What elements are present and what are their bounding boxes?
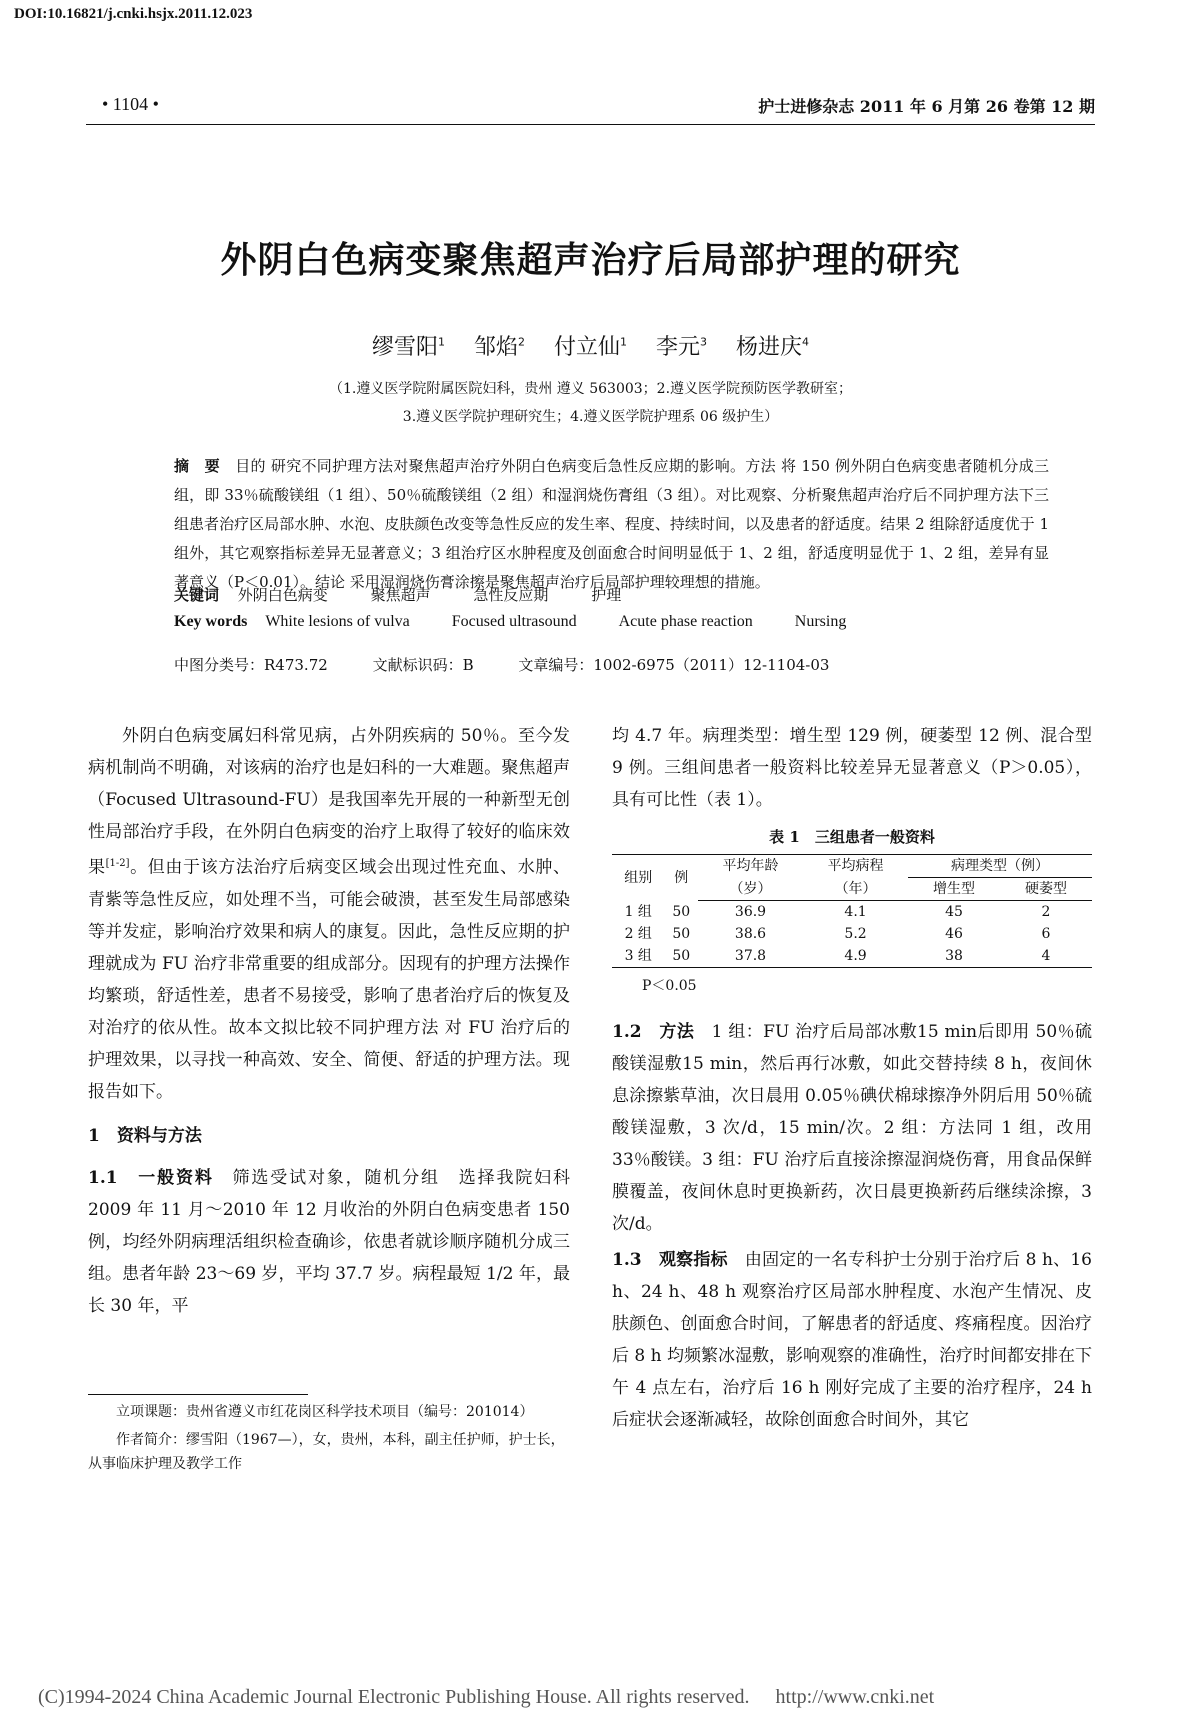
table-caption: 表 1 三组患者一般资料	[769, 828, 935, 846]
section-1-1: 1.1 一般资料 筛选受试对象，随机分组 选择我院妇科 2009 年 11 月～2010 年 12 月收治的外阴白色病变患者 150 例，均经外阴病理活组织检查确诊，依患者就诊顺序随机分成三组。患者年龄 23～69 岁，平均 37.7 岁。病程最短 1/2 年，最长 30 年，平	[88, 1167, 571, 1316]
keyword: 急性反应期	[473, 586, 549, 604]
cnki-link[interactable]: http://www.cnki.net	[775, 1686, 935, 1708]
section-1-2: 1.2 方法 1 组：FU 治疗后局部冰敷15 min后即用 50％硫酸镁湿敷15 min，然后再行冰敷，如此交替持续 8 h，夜间休息涂擦紫草油，次日晨用 0.05％碘伏棉球擦净外阴后用 50％硫酸镁湿敷，3 次/d，15 min/次。2 组：方法同 1 组，改用 33％酸镁。3 组：FU 治疗后直接涂擦湿润烧伤膏，用食品保鲜膜覆盖，夜间休息时更换新药，次日晨更换新药后继续涂擦，3 次/d。	[612, 1022, 1092, 1234]
abstract	[174, 452, 1049, 597]
paragraph: 均 4.7 年。病理类型：增生型 129 例，硬萎型 12 例、混合型 9 例。三组间患者一般资料比较差异无显著意义（P＞0.05），具有可比性（表 1）。	[612, 726, 1092, 810]
abstract-label: 摘 要	[174, 457, 220, 475]
keyword-en: Acute phase reaction	[618, 613, 753, 630]
table-row: 1 组 50 36.9 4.1 45 2	[624, 903, 1051, 920]
col-header: 平均年龄	[698, 855, 803, 878]
keyword: 聚焦超声	[370, 586, 431, 604]
affiliation-line: （1.遵义医学院附属医院妇科，贵州 遵义 563003；2.遵义医学院预防医学教研室；	[328, 381, 853, 397]
clc-number: 中图分类号：R473.72	[174, 656, 328, 674]
copyright-line	[38, 1686, 934, 1709]
keywords-label: 关键词	[174, 586, 220, 604]
keywords-en-label: Key words	[174, 613, 248, 630]
col-header: 平均病程	[803, 855, 908, 878]
table-row: 2 组 50 38.6 5.2 46 6	[624, 926, 1051, 942]
author: 杨进庆$^4$	[736, 335, 810, 360]
copyright-text: (C)1994-2024 China Academic Journal Electronic Publishing House. All rights reserved.	[38, 1686, 750, 1708]
col-header: 增生型	[908, 878, 1000, 901]
col-header: 病理类型（例）	[908, 855, 1092, 878]
author: 邹焰$^2$	[473, 335, 525, 360]
footnote-divider	[88, 1394, 308, 1395]
article-title: 外阴白色病变聚焦超声治疗后局部护理的研究	[220, 240, 961, 281]
classification-line	[174, 654, 1049, 675]
intro-paragraph: 外阴白色病变属妇科常见病，占外阴疾病的 50％。至今发病机制尚不明确，对该病的治疗也是妇科的一大难题。聚焦超声（Focused Ultrasound-FU）是我国率先开展的一种新型无创性局部治疗手段，在外阴白色病变的治疗上取得了较好的临床效果[1-2]。但由于该方法治疗后病变区域会出现过性充血、水肿、青紫等急性反应，如处理不当，可能会破溃，甚至发生局部感染等并发症，影响治疗效果和病人的康复。因此，急性反应期的护理就成为 FU 治疗非常重要的组成部分。因现有的护理方法操作均繁琐，舒适性差，患者不易接受，影响了患者治疗后的恢复及对治疗的依从性。故本文拟比较不同护理方法 对 FU 治疗后的护理效果，以寻找一种高效、安全、简便、舒适的护理方法。现报告如下。	[88, 726, 571, 1102]
citation: [1-2]	[105, 858, 130, 869]
table-1	[612, 854, 1092, 968]
section-1-3: 1.3 观察指标 由固定的一名专科护士分别于治疗后 8 h、16 h、24 h、48 h 观察治疗区局部水肿程度、水泡产生情况、皮肤颜色、创面愈合时间，了解患者的舒适度、疼痛程度。因治疗后 8 h 均频繁冰湿敷，影响观察的准确性，治疗时间都安排在下午 4 点左右，治疗后 16 h 刚好完成了主要的治疗程序，24 h后症状会逐渐减轻，故除创面愈合时间外，其它	[612, 1250, 1092, 1430]
document-code: 文献标识码：B	[372, 656, 474, 674]
right-column	[612, 720, 1092, 1436]
footnote: 作者简介：缪雪阳（1967—），女，贵州，本科，副主任护师，护士长，从事临床护理及教学工作	[88, 1432, 565, 1472]
author-list	[0, 330, 1181, 361]
keyword-en: Nursing	[794, 613, 847, 630]
doi-line: DOI:10.16821/j.cnki.hsjx.2011.12.023	[14, 6, 253, 22]
running-header	[86, 94, 1095, 125]
keyword-en: White lesions of vulva	[265, 613, 410, 630]
article-number: 文章编号：1002-6975（2011）12-1104-03	[518, 656, 830, 674]
keywords	[174, 584, 1049, 605]
left-column	[88, 720, 570, 1322]
affiliation-line: 3.遵义医学院护理研究生；4.遵义医学院护理系 06 级护生）	[402, 409, 779, 425]
col-header: 组别	[612, 855, 665, 901]
section-heading: 1 资料与方法	[88, 1125, 202, 1146]
col-header: 例	[665, 855, 698, 901]
journal-info: 护士进修杂志 2011 年 6 月第 26 卷第 12 期	[758, 97, 1095, 116]
footnotes	[88, 1400, 570, 1480]
col-header: （年）	[803, 878, 908, 901]
author: 缪雪阳$^1$	[371, 335, 445, 360]
keyword-en: Focused ultrasound	[451, 613, 577, 630]
table-note: P＜0.05	[642, 978, 697, 994]
keyword: 护理	[591, 586, 622, 604]
author: 李元$^3$	[656, 335, 708, 360]
col-header: 硬萎型	[1000, 878, 1092, 901]
page-number: • 1104 •	[102, 94, 159, 114]
keyword: 外阴白色病变	[237, 586, 328, 604]
abstract-text: 目的 研究不同护理方法对聚焦超声治疗外阴白色病变后急性反应期的影响。方法 将 150 例外阴白色病变患者随机分成三组，即 33％硫酸镁组（1 组）、50％硫酸镁组（2 组）和湿润烧伤膏组（3 组）。对比观察、分析聚焦超声治疗后不同护理方法下三组患者治疗区局部水肿、水泡、皮肤颜色改变等急性反应的发生率、程度、持续时间，以及患者的舒适度。结果 2 组除舒适度优于 1 组外，其它观察指标差异无显著意义；3 组治疗区水肿程度及创面愈合时间明显低于 1、2 组，舒适度明显优于 1、2 组，差异有显著意义（P＜0.01）。结论 采用湿润烧伤膏涂擦是聚焦超声治疗后局部护理较理想的措施。	[174, 457, 1049, 591]
author: 付立仙$^1$	[553, 335, 627, 360]
footnote: 立项课题：贵州省遵义市红花岗区科学技术项目（编号：201014）	[116, 1404, 534, 1420]
col-header: （岁）	[698, 878, 803, 901]
table-row: 3 组 50 37.8 4.9 38 4	[612, 945, 1092, 968]
keywords-english	[174, 613, 1049, 631]
